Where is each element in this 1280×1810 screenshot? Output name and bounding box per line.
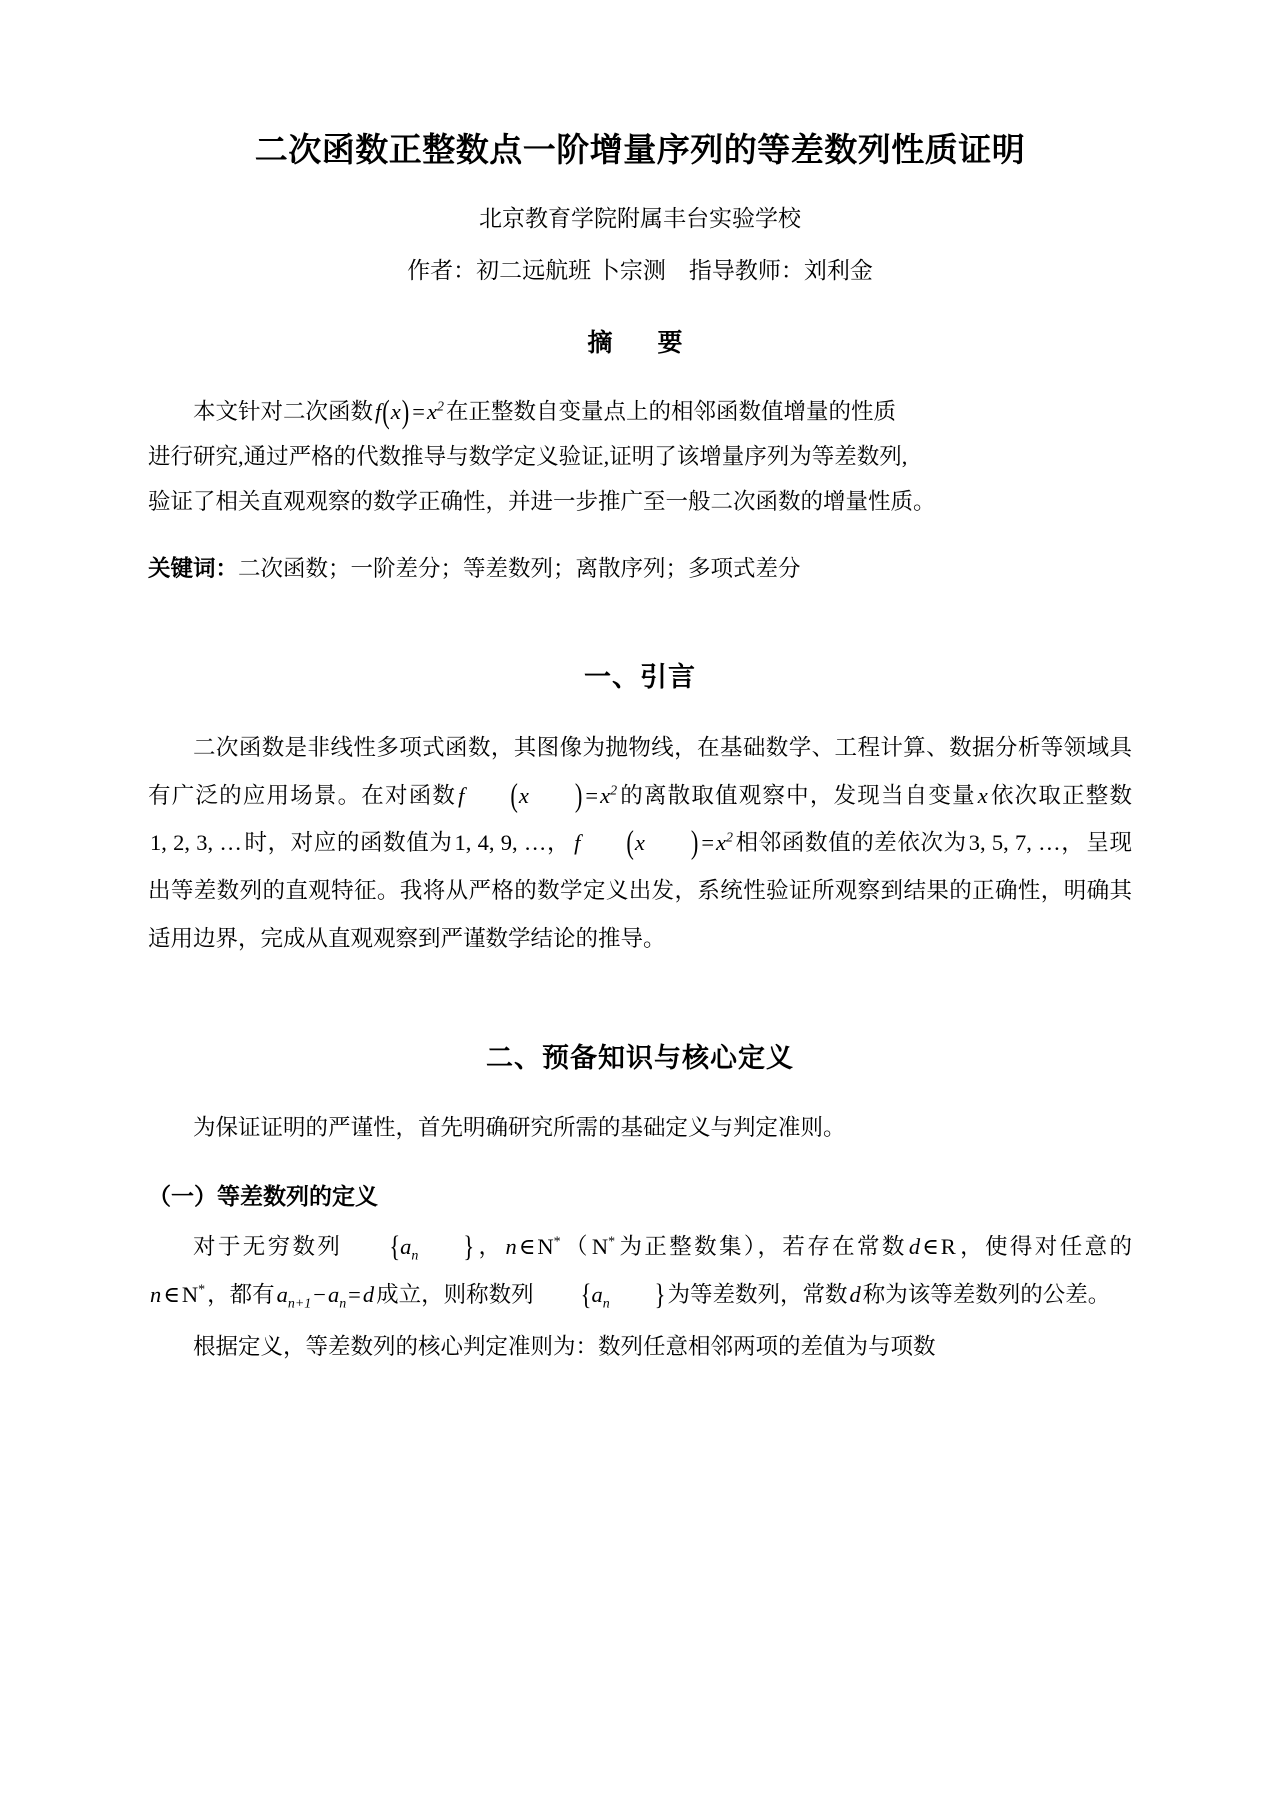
- math-fx-equals-x-squared: f (x ) $=x^2$: [574, 824, 733, 861]
- intro-line-3: 的离散取值观察中，: [619, 782, 834, 808]
- math-sequence-a-n: {$a_n$ }: [580, 1278, 666, 1312]
- def-line-5: ，使得对: [957, 1234, 1060, 1260]
- keywords-value: 二次函数；一阶差分；等差数列；离散序列；多项式差分: [238, 555, 801, 581]
- math-sequence-function-values: 1, 4, 9, …，: [454, 830, 571, 856]
- intro-line-1: 二次函数是非线性多项式函数，其图像为抛物线，在基础数学、工程计算、: [193, 734, 950, 760]
- intro-line-8: 邻函数值的差依次为: [758, 830, 967, 856]
- math-sequence-x-values: 1, 2, 3, …: [150, 830, 242, 856]
- subsection-heading-arithmetic-sequence-definition: （一）等差数列的定义: [148, 1183, 378, 1210]
- introduction-paragraph: [148, 724, 1132, 962]
- math-variable-x: x: [977, 782, 988, 808]
- intro-line-6: 时，对应的函数值为: [243, 830, 453, 856]
- def-line-6: 任意的: [1059, 1234, 1132, 1260]
- math-n-in-n-star: n∈N*: [505, 1234, 561, 1260]
- abstract-line-1-post: 在正整数自变量点上的相邻函数值增量的性质: [445, 398, 896, 424]
- def-line-1: 对于无穷数列: [193, 1234, 343, 1260]
- arithmetic-sequence-definition-paragraph: [148, 1223, 1132, 1318]
- def-line-10: 称为该: [862, 1282, 931, 1308]
- math-fx-equals-x-squared: $f(x) =x^2$: [375, 393, 444, 430]
- intro-line-4: 发现当自变量: [833, 782, 976, 808]
- page-title: 二次函数正整数点一阶增量序列的等差数列性质证明: [254, 131, 1026, 168]
- math-fx-equals-x-squared: f (x ) $=x^2$: [458, 776, 618, 814]
- def-line-3: （: [562, 1234, 590, 1260]
- intro-line-2: 数据分析等领域具有广泛的应用场景。在对函数: [148, 734, 1132, 808]
- math-d-in-r: d∈R: [908, 1234, 956, 1260]
- keywords-label: 关键词：: [148, 555, 239, 581]
- math-n-star: N*: [591, 1234, 616, 1260]
- section-heading-preliminaries: 二、预备知识与核心定义: [486, 1043, 794, 1074]
- math-n-in-n-star: n∈N*: [150, 1282, 206, 1308]
- abstract-heading: 摘 要: [587, 328, 693, 357]
- abstract-line-3: 验证了相关直观观察的数学正确性，并进一步推广至一般二次函数的增量性质。: [148, 488, 936, 514]
- math-common-difference-d: d: [849, 1282, 861, 1308]
- def-line-2: ，: [476, 1234, 504, 1260]
- def-line-9: 为等差数列，常数: [667, 1282, 848, 1308]
- abstract-line-1-pre: 本文针对二次函数: [193, 398, 374, 424]
- intro-line-10: 定义出发，系统性验证所观察到结果的正确性，明确其适用边界，完成从直观观: [148, 877, 1132, 951]
- def-line-7: ，都有: [207, 1282, 275, 1308]
- def-line-8: 成立，则称数列: [376, 1282, 534, 1308]
- abstract-line-2: 进行研究,通过严格的代数推导与数学定义验证,证明了该增量序列为等差数列,: [148, 443, 908, 469]
- section-heading-introduction: 一、引言: [584, 661, 696, 692]
- author-line: 作者：初二远航班 卜宗测 指导教师：刘利金: [407, 257, 873, 283]
- intro-line-9: 呈现出等差数列的直观特征。我将从严格的数学: [148, 830, 1132, 903]
- intro-line-11: 察到严谨数学结论的推导。: [395, 925, 666, 951]
- math-sequence-differences: 3, 5, 7, …，: [968, 830, 1085, 856]
- affiliation: 北京教育学院附属丰台实验学校: [479, 205, 801, 231]
- def-line-4: 为正整数集），若存在常数: [617, 1234, 907, 1260]
- keywords: [148, 546, 1132, 591]
- intro-line-7: 相: [735, 830, 759, 856]
- def-line-11: 等差数列的公差。: [930, 1282, 1111, 1308]
- arithmetic-sequence-criterion-paragraph: 根据定义，等差数列的核心判定准则为：数列任意相邻两项的差值为与项数: [193, 1333, 936, 1359]
- math-recurrence-relation: $a_{n+1}-a_n=d$: [276, 1282, 375, 1312]
- abstract-body: [148, 389, 1132, 524]
- preliminaries-intro-paragraph: 为保证证明的严谨性，首先明确研究所需的基础定义与判定准则。: [193, 1115, 846, 1141]
- math-sequence-a-n: {$a_n$ }: [389, 1230, 475, 1264]
- intro-line-5: 依次取正整数: [989, 782, 1132, 808]
